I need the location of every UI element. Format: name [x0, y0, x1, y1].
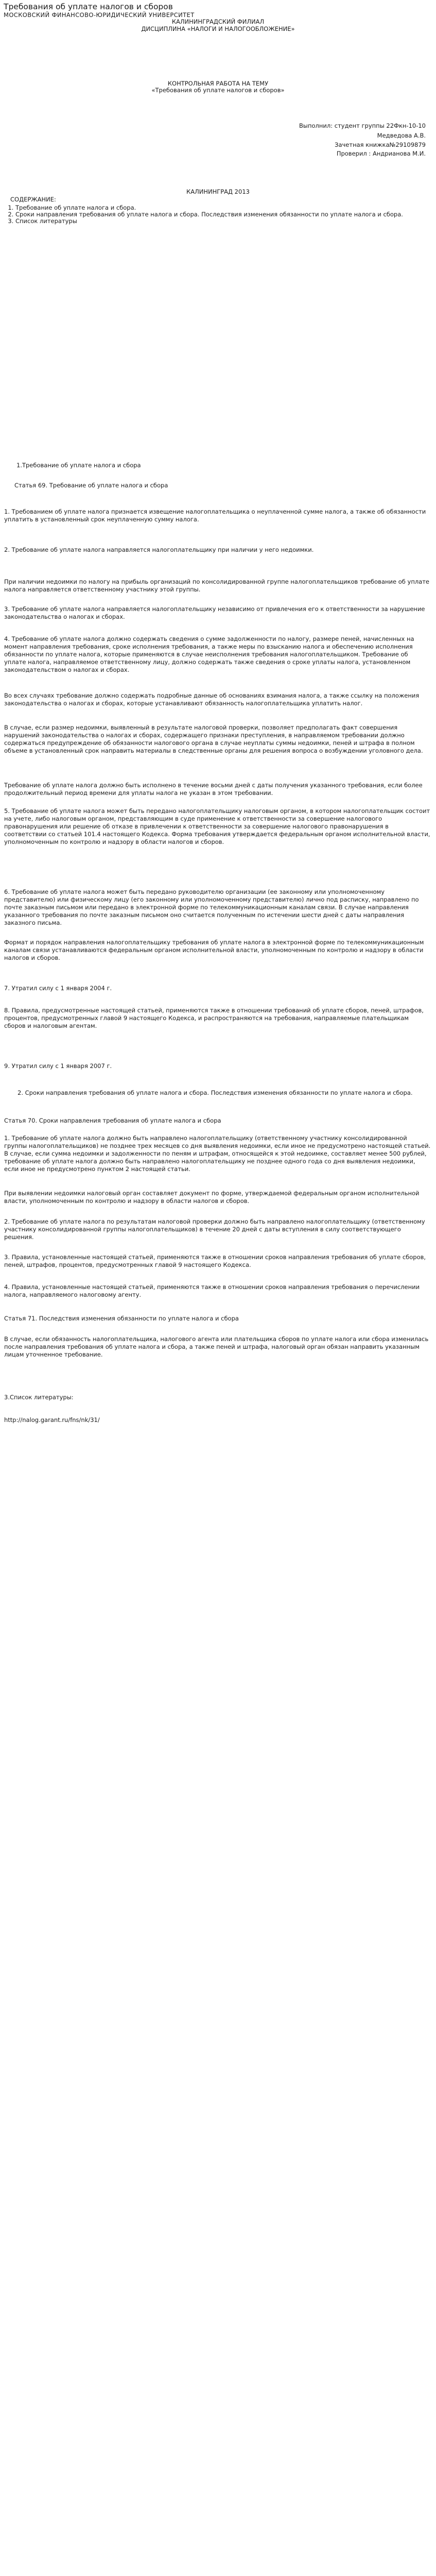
paragraph: В случае, если обязанность налогоплательщика, налогового агента или плательщика сборов по уплате налога или сбора изменилась после направления требования об уплате налога и сбора, а также пеней и штрафа, налоговый орган обязан направить указанным лицам уточненное требование. — [4, 1335, 429, 1358]
paragraph: 1. Требованием об уплате налога признается извещение налогоплательщика о неуплаченной сумме налога, а также об обязанности уплатить в установленный срок неуплаченную сумму налога. — [4, 508, 426, 523]
table-of-contents — [7, 205, 436, 225]
toc-item: 3. Список литературы — [15, 218, 436, 225]
section-heading-2: 2. Сроки направления требования об уплате налога и сбора. Последствия изменения обязанности по уплате налога и сбора. — [18, 1089, 413, 1096]
paragraph: 2. Требование об уплате налога по результатам налоговой проверки должно быть направлено налогоплательщику (ответственному участнику консолидированной группы налогоплательщиков) в течение 20 дней с даты вступления в силу соответствующего решения. — [4, 1218, 425, 1241]
paragraph: 8. Правила, предусмотренные настоящей статьей, применяются также в отношении требований об уплате сборов, пеней, штрафов, процентов, предусмотренных главой 9 настоящего Кодекса, и распространяются на требования, направляемые плательщикам сборов и налоговым агентам. — [4, 1007, 424, 1029]
paragraph: 3. Правила, установленные настоящей статьей, применяются также в отношении сроков направления требования об уплате сборов, пеней, штрафов, процентов, предусмотренных главой 9 настоящего Кодекса. — [4, 1253, 426, 1268]
branch-name: КАЛИНИНГРАДСКИЙ ФИЛИАЛ — [171, 18, 265, 25]
paragraph: 2. Требование об уплате налога направляется налогоплательщику при наличии у него недоимки. — [4, 546, 314, 553]
record-book: Зачетная книжка№29109879 — [335, 141, 426, 148]
contents-title: СОДЕРЖАНИЕ: — [10, 196, 56, 203]
paragraph: При наличии недоимки по налогу на прибыль организаций по консолидированной группе налогоплательщиков требование об уплате налога направляется ответственному участнику этой группы. — [4, 578, 430, 593]
page-title: Требования об уплате налогов и сборов — [4, 2, 173, 11]
paragraph: 7. Утратил силу с 1 января 2004 г. — [4, 985, 112, 992]
paragraph: 4. Требование об уплате налога должно содержать сведения о сумме задолженности по налогу, размере пеней, начисленных на момент направления требования, сроке исполнения требования, а также меры по взысканию налога и обеспечению исполнения обязанности по уплате налога, которые применяются в случае неисполнения требования налогоплательщиком. Требование об уплате налога, направляемое ответственному лицу, должно содержать также сведения о сроке уплаты налога, установленном законодательством о налогах и сборах. — [4, 635, 414, 673]
toc-item: 1. Требование об уплате налога и сбора. — [15, 205, 436, 211]
paragraph: В случае, если размер недоимки, выявленный в результате налоговой проверки, позволяет предполагать факт совершения нарушений законодательства о налогах и сборах, содержащего признаки преступления, в направляемом требовании должно содержаться предупреждение об обязанности налогового органа в случае неуплаты суммы недоимки, пеней и штрафа в полном объеме в установленный срок направить материалы в следственные органы для решения вопроса о возбуждении уголовного дела. — [4, 724, 423, 754]
references-title: 3.Список литературы: — [4, 1394, 74, 1401]
city-year: КАЛИНИНГРАД 2013 — [186, 188, 250, 195]
paragraph: Во всех случаях требование должно содержать подробные данные об основаниях взимания налога, а также ссылку на положения законодательства о налогах и сборах, которые устанавливают обязанность налогоплательщика уплатить налог. — [4, 692, 420, 707]
article-70-title: Статья 70. Сроки направления требования об уплате налога и сбора — [4, 1117, 221, 1124]
section-heading-1: 1.Требование об уплате налога и сбора — [16, 462, 141, 469]
work-type: КОНТРОЛЬНАЯ РАБОТА НА ТЕМУ — [167, 80, 269, 87]
university-name: МОСКОВСКИЙ ФИНАНСОВО-ЮРИДИЧЕСКИЙ УНИВЕРСИТЕТ — [4, 11, 195, 19]
work-topic: «Требования об уплате налогов и сборов» — [151, 87, 285, 94]
author-name: Медведова А.В. — [377, 132, 426, 139]
article-69-title: Статья 69. Требование об уплате налога и сбора — [14, 482, 168, 489]
paragraph: 4. Правила, установленные настоящей статьей, применяются также в отношении сроков направления требования о перечислении налога, направляемого налоговому агенту. — [4, 1283, 420, 1298]
reviewer-line: Проверил : Андрианова М.И. — [336, 150, 426, 157]
paragraph: Формат и порядок направления налогоплательщику требования об уплате налога в электронной форме по телекоммуникационным каналам связи устанавливаются федеральным органом исполнительной власти, уполномоченным по контролю и надзору в области налогов и сборов. — [4, 939, 424, 961]
author-line: Выполнил: студент группы 22Фкн-10-10 — [299, 122, 426, 129]
paragraph: Требование об уплате налога должно быть исполнено в течение восьми дней с даты получения указанного требования, если более продолжительный период времени для уплаты налога не указан в этом требовании. — [4, 782, 423, 796]
paragraph: 1. Требование об уплате налога должно быть направлено налогоплательщику (ответственному участнику консолидированной группы налогоплательщиков) не позднее трех месяцев со дня выявления недоимки, если иное не предусмотрено настоящей статьей. В случае, если сумма недоимки и задолженности по пеням и штрафам, относящейся к этой недоимке, составляет менее 500 рублей, требование об уплате налога должно быть направлено налогоплательщику не позднее одного года со дня выявления недоимки, если иное не предусмотрено пунктом 2 настоящей статьи. — [4, 1134, 431, 1173]
paragraph: 9. Утратил силу с 1 января 2007 г. — [4, 1062, 112, 1070]
toc-item: 2. Сроки направления требования об уплате налога и сбора. Последствия изменения обязанности по уплате налога и сбора. — [15, 211, 436, 218]
article-71-title: Статья 71. Последствия изменения обязанности по уплате налога и сбора — [4, 1315, 239, 1322]
paragraph: 5. Требование об уплате налога может быть передано налогоплательщику налоговым органом, в котором налогоплательщик состоит на учете, либо налоговым органом, представляющим в суде применение к ответственности за совершение налогового правонарушения или решение об отказе в привлечении к ответственности за совершение налогового правонарушения в соответствии со статьей 101.4 настоящего Кодекса. Форма требования утверждается федеральным органом исполнительной власти, уполномоченным по контролю и надзору в области налогов и сборов. — [4, 807, 430, 845]
discipline-name: ДИСЦИПЛИНА «НАЛОГИ И НАЛОГООБЛОЖЕНИЕ» — [141, 25, 295, 32]
reference-link[interactable]: http://nalog.garant.ru/fns/nk/31/ — [4, 1416, 100, 1423]
paragraph: 6. Требование об уплате налога может быть передано руководителю организации (ее законному или уполномоченному представителю) или физическому лицу (его законному или уполномоченному представителю) лично под расписку, направлено по почте заказным письмом или передано в электронной форме по телекоммуникационным каналам связи. В случае направления указанного требования по почте заказным письмом оно считается полученным по истечении шести дней с даты направления заказного письма. — [4, 888, 419, 926]
paragraph: При выявлении недоимки налоговый орган составляет документ по форме, утверждаемой федеральным органом исполнительной власти, уполномоченным по контролю и надзору в области налогов и сборов. — [4, 1190, 420, 1205]
paragraph: 3. Требование об уплате налога направляется налогоплательщику независимо от привлечения его к ответственности за нарушение законодательства о налогах и сборах. — [4, 605, 425, 620]
reference-item — [4, 1416, 431, 1424]
